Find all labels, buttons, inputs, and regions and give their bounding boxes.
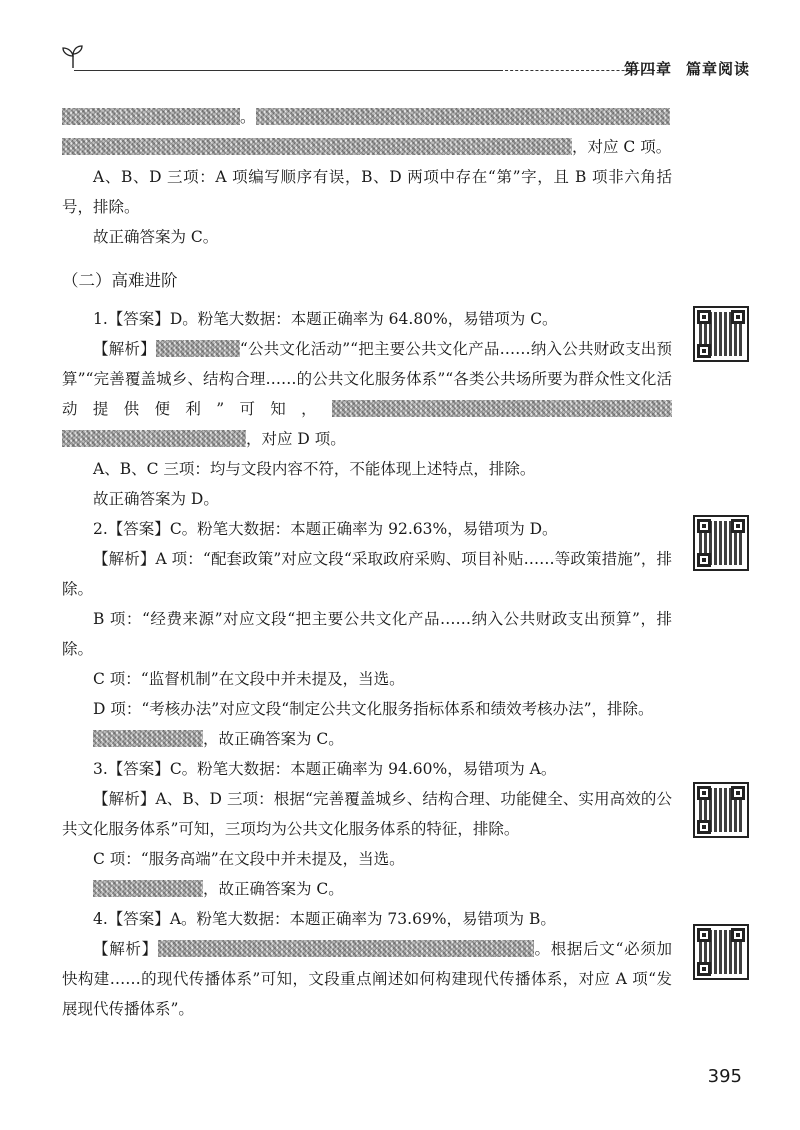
sprout-icon (60, 44, 86, 70)
q2-answer-tag: 【答案】 (107, 520, 170, 538)
page-header (60, 44, 750, 84)
redacted-block (62, 430, 246, 447)
q1-qr-code[interactable] (693, 306, 749, 362)
q3-analysis-tag: 【解析】 (93, 790, 156, 808)
q1-abc: A、B、C 三项：均与文段内容不符，不能体现上述特点，排除。 (93, 460, 536, 478)
page-number: 395 (707, 1066, 742, 1087)
q2-d: D 项：“考核办法”对应文段“制定公共文化服务指标体系和绩效考核办法”，排除。 (93, 700, 654, 718)
redacted-block (93, 730, 203, 747)
q1-conclusion: 故正确答案为 D。 (93, 490, 219, 508)
q2-answer-text: C。粉笔大数据：本题正确率为 92.63%，易错项为 D。 (169, 520, 558, 538)
q1-answer (62, 304, 672, 334)
q2-answer (62, 514, 672, 544)
q1-analysis-text: “公共文化活动”“把主要公共文化产品……纳入公共财政支出预算”“完善覆盖城乡、结构合理……的公共文化服务体系”“各类公共场所要为群众性文化活动提供便利”可知， (62, 340, 672, 418)
q3-qr-code[interactable] (693, 782, 749, 838)
q1-analysis-suffix: ，对应 D 项。 (246, 430, 346, 448)
q4-answer-tag: 【答案】 (107, 910, 170, 928)
redacted-block (93, 880, 203, 897)
intro-line-2-suffix: ，对应 C 项。 (572, 138, 672, 156)
q3-answer-tag: 【答案】 (107, 760, 170, 778)
q1-num: 1. (93, 310, 108, 328)
header-chapter: 第四章 (623, 60, 672, 78)
q2-analysis-tag: 【解析】 (93, 550, 156, 568)
q3-analysis (62, 784, 672, 844)
q3-answer-text: C。粉笔大数据：本题正确率为 94.60%，易错项为 A。 (169, 760, 557, 778)
page-content (62, 102, 672, 1024)
q4-analysis-tag: 【解析】 (93, 940, 158, 958)
redacted-block (156, 340, 240, 357)
header-section: 篇章阅读 (685, 60, 750, 78)
q4-answer (62, 904, 672, 934)
intro-line-1: 。 (62, 102, 672, 132)
redacted-block (256, 108, 670, 125)
q2-qr-code[interactable] (693, 515, 749, 571)
q1-answer-tag: 【答案】 (107, 310, 170, 328)
redacted-block (62, 108, 240, 125)
intro-conclusion: 故正确答案为 C。 (93, 228, 219, 246)
q3-analysis-text: A、B、D 三项：根据“完善覆盖城乡、结构合理、功能健全、实用高效的公共文化服务体系”可知，三项均为公共文化服务体系的特征，排除。 (62, 790, 672, 838)
header-title (624, 58, 750, 79)
q4-analysis-text: 。根据后文“必须加快构建……的现代传播体系”可知，文段重点阐述如何构建现代传播体系，对应 A 项“发展现代传播体系”。 (62, 940, 672, 1018)
q2-conclusion (62, 724, 672, 754)
q1-analysis-tag: 【解析】 (93, 340, 156, 358)
redacted-block (158, 940, 534, 957)
intro-abd: A、B、D 三项：A 项编写顺序有误，B、D 两项中存在“第”字，且 B 项非六角括号，排除。 (62, 168, 672, 216)
q4-num: 4. (93, 910, 108, 928)
q2-num: 2. (93, 520, 108, 538)
redacted-block (332, 400, 672, 417)
q1-analysis (62, 334, 672, 454)
section-title: （二）高难进阶 (62, 271, 178, 290)
q3-num: 3. (93, 760, 108, 778)
redacted-block (62, 138, 572, 155)
intro-line-2 (62, 132, 672, 162)
q3-conclusion-text: ，故正确答案为 C。 (203, 880, 344, 898)
q2-analysis-a (62, 544, 672, 604)
q2-a-text: A 项：“配套政策”对应文段“采取政府采购、项目补贴……等政策措施”，排除。 (62, 550, 672, 598)
q3-conclusion (62, 874, 672, 904)
q1-answer-text: D。粉笔大数据：本题正确率为 64.80%，易错项为 C。 (169, 310, 558, 328)
q4-qr-code[interactable] (693, 924, 749, 980)
q3-c: C 项：“服务高端”在文段中并未提及，当选。 (93, 850, 405, 868)
q4-answer-text: A。粉笔大数据：本题正确率为 73.69%，易错项为 B。 (169, 910, 556, 928)
q2-b: B 项：“经费来源”对应文段“把主要公共文化产品……纳入公共财政支出预算”，排除。 (62, 610, 672, 658)
q2-c: C 项：“监督机制”在文段中并未提及，当选。 (93, 670, 405, 688)
q3-answer (62, 754, 672, 784)
q2-conclusion-text: ，故正确答案为 C。 (203, 730, 344, 748)
q4-analysis (62, 934, 672, 1024)
